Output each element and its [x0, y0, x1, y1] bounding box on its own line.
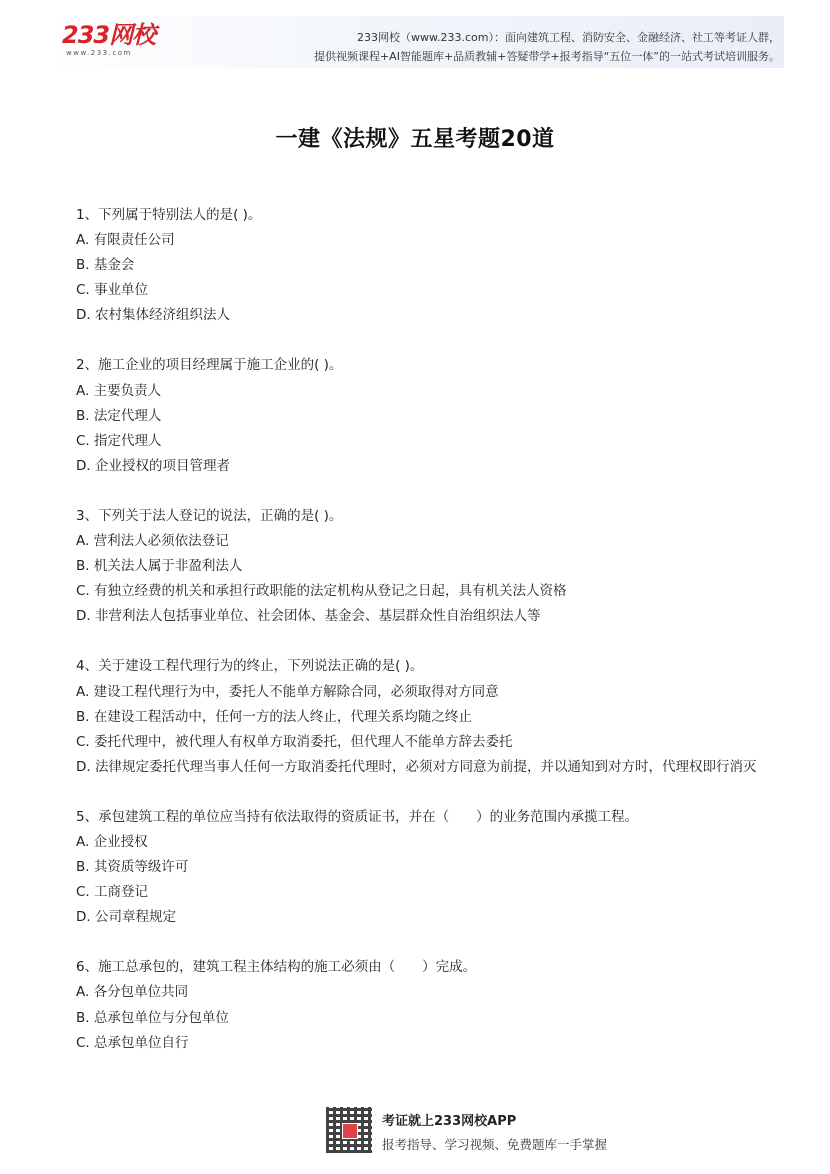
question-4	[48, 654, 784, 779]
option-d: D. 非营利法人包括事业单位、社会团体、基金会、基层群众性自治组织法人等	[76, 608, 541, 625]
question-3	[48, 504, 784, 629]
question-stem: 1、下列属于特别法人的是( )。	[76, 207, 262, 223]
header-line-1: 233网校（www.233.com）：面向建筑工程、消防安全、金融经济、社工等考证人群，	[357, 31, 780, 44]
option-b: B. 法定代理人	[76, 407, 162, 424]
logo-text: 233网校	[62, 21, 156, 49]
logo[interactable]	[62, 22, 182, 66]
option-d: D. 公司章程规定	[76, 909, 176, 926]
question-stem: 5、承包建筑工程的单位应当持有依法取得的资质证书，并在（ ）的业务范围内承揽工程。	[76, 808, 639, 825]
logo-url: www.233.com	[66, 49, 132, 57]
option-b: B. 在建设工程活动中，任何一方的法人终止，代理关系均随之终止	[76, 708, 472, 725]
option-a: A. 主要负责人	[76, 382, 162, 399]
option-a: A. 有限责任公司	[76, 232, 175, 249]
option-a: A. 各分包单位共同	[76, 984, 189, 1001]
question-6	[48, 955, 784, 1055]
option-a: A. 建设工程代理行为中，委托人不能单方解除合同，必须取得对方同意	[76, 683, 499, 700]
header-description	[314, 28, 780, 66]
page-footer	[326, 1107, 646, 1157]
question-2	[48, 353, 784, 478]
option-c: C. 指定代理人	[76, 432, 162, 449]
qr-code-icon[interactable]	[326, 1107, 372, 1153]
page-header	[44, 16, 784, 68]
option-d: D. 农村集体经济组织法人	[76, 307, 230, 324]
option-b: B. 其资质等级许可	[76, 859, 189, 876]
qr-logo-icon	[342, 1123, 358, 1139]
question-1	[48, 203, 784, 328]
header-line-2: 提供视频课程+AI智能题库+品质教辅+答疑带学+报考指导“五位一体”的一站式考试培训服务。	[313, 50, 780, 63]
option-b: B. 总承包单位与分包单位	[76, 1009, 229, 1026]
option-d: D. 企业授权的项目管理者	[76, 457, 230, 474]
question-5	[48, 805, 784, 930]
option-b: B. 基金会	[76, 257, 135, 274]
question-stem: 6、施工总承包的，建筑工程主体结构的施工必须由（ ）完成。	[76, 959, 477, 976]
option-c: C. 有独立经费的机关和承担行政职能的法定机构从登记之日起，具有机关法人资格	[76, 583, 567, 600]
question-stem: 2、施工企业的项目经理属于施工企业的( )。	[76, 357, 343, 374]
footer-subtitle: 报考指导、学习视频、免费题库一手掌握	[382, 1137, 608, 1152]
question-stem: 3、下列关于法人登记的说法，正确的是( )。	[76, 507, 343, 524]
question-stem: 4、关于建设工程代理行为的终止，下列说法正确的是( )。	[76, 658, 424, 675]
option-c: C. 工商登记	[76, 884, 149, 901]
option-c: C. 委托代理中，被代理人有权单方取消委托，但代理人不能单方辞去委托	[76, 733, 513, 750]
option-c: C. 总承包单位自行	[76, 1034, 189, 1051]
option-b: B. 机关法人属于非盈利法人	[76, 558, 243, 575]
document-title: 一建《法规》五星考题20道	[275, 127, 555, 152]
question-list	[48, 203, 784, 1081]
option-a: A. 营利法人必须依法登记	[76, 533, 229, 550]
option-c: C. 事业单位	[76, 282, 149, 299]
footer-title: 考证就上233网校APP	[382, 1114, 517, 1129]
option-d: D. 法律规定委托代理当事人任何一方取消委托代理时，必须对方同意为前提，并以通知到对方时，代理权即行消灭	[76, 758, 757, 775]
option-a: A. 企业授权	[76, 833, 148, 850]
